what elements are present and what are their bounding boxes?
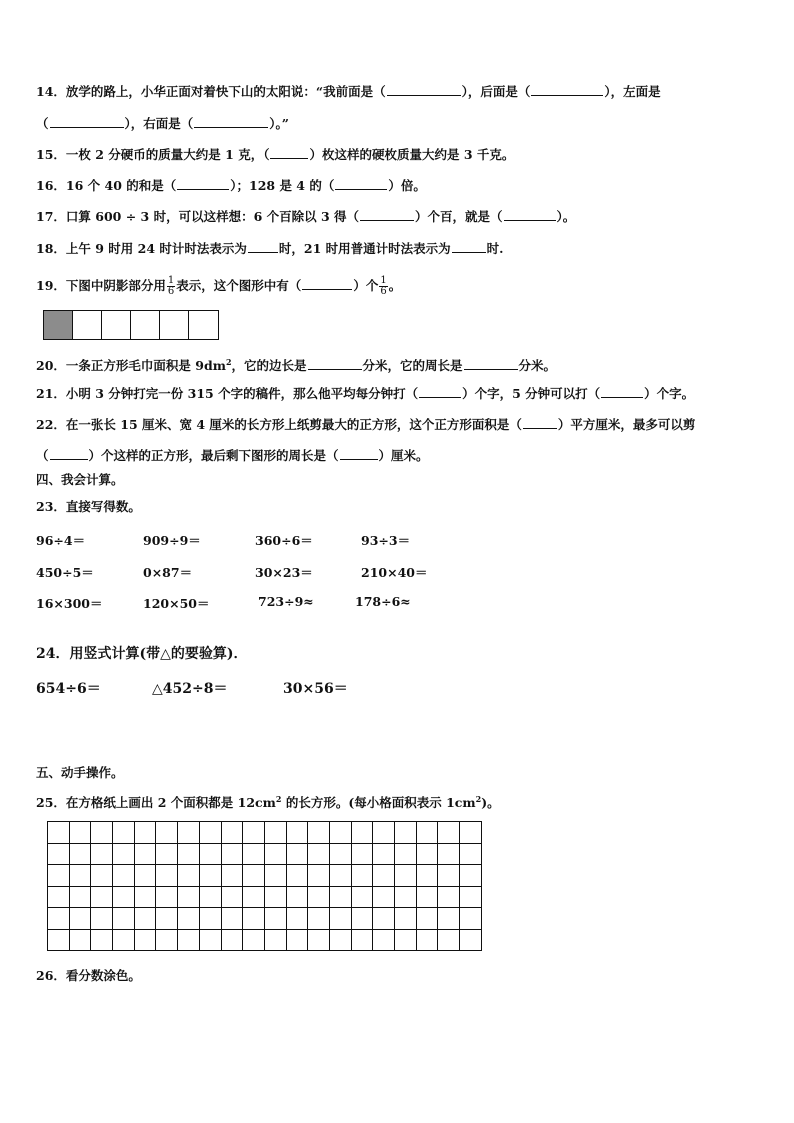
grid-cell[interactable] (113, 908, 135, 930)
grid-cell[interactable] (351, 908, 373, 930)
grid-cell[interactable] (438, 886, 460, 908)
grid-cell[interactable] (329, 908, 351, 930)
answer-blank[interactable] (340, 447, 378, 460)
question-text: 一枚 2 分硬币的质量大约是 1 克，（ (65, 147, 270, 162)
answer-blank[interactable] (464, 357, 518, 370)
grid-cell[interactable] (416, 865, 438, 887)
question-text: ）个百，就是（ (415, 209, 503, 224)
grid-cell[interactable] (156, 865, 178, 887)
question-text: 分米，它的周长是 (362, 358, 463, 374)
grid-row (48, 865, 482, 887)
grid-cell[interactable] (438, 908, 460, 930)
grid-cell[interactable] (221, 865, 243, 887)
calc-item: 909÷9＝ (143, 533, 201, 548)
question-text: （ (36, 116, 49, 131)
calc-item: 360÷6＝ (255, 533, 313, 548)
question-text: 时. (486, 241, 504, 256)
calc-item: 0×87＝ (143, 565, 193, 580)
question-text: 用竖式计算(带△的要验算)． (69, 646, 248, 662)
calc-item: 96÷4＝ (36, 533, 86, 548)
calc-item: 723÷9≈ (258, 594, 314, 609)
grid-cell[interactable] (460, 908, 482, 930)
question-text: ）个字，5 分钟可以打（ (462, 386, 601, 401)
grid-cell[interactable] (416, 929, 438, 951)
grid-row (48, 929, 482, 951)
strip-cell (189, 311, 218, 339)
question-text: ）个这样的正方形，最后剩下图形的周长是（ (88, 448, 339, 463)
answer-blank[interactable] (270, 146, 308, 159)
grid-cell[interactable] (48, 843, 70, 865)
grid-cell[interactable] (243, 929, 265, 951)
grid-cell[interactable] (178, 865, 200, 887)
grid-cell[interactable] (199, 929, 221, 951)
grid-cell[interactable] (308, 908, 330, 930)
grid-cell[interactable] (243, 843, 265, 865)
grid-cell[interactable] (460, 929, 482, 951)
grid-cell[interactable] (221, 908, 243, 930)
grid-cell[interactable] (69, 886, 91, 908)
grid-cell[interactable] (91, 929, 113, 951)
answer-blank[interactable] (531, 83, 603, 96)
grid-cell[interactable] (264, 886, 286, 908)
grid-row (48, 843, 482, 865)
grid-cell[interactable] (91, 843, 113, 865)
question-15 (36, 146, 514, 163)
grid-cell[interactable] (264, 929, 286, 951)
grid-cell[interactable] (69, 908, 91, 930)
grid-cell[interactable] (264, 908, 286, 930)
question-text: 一条正方形毛巾面积是 9dm (65, 358, 226, 374)
section-heading-4: 四、我会计算。 (36, 472, 124, 487)
question-text: ）平方厘米，最多可以剪 (557, 417, 696, 432)
grid-cell[interactable] (286, 843, 308, 865)
strip-cell-shaded (44, 311, 73, 339)
grid-cell[interactable] (134, 929, 156, 951)
grid-cell[interactable] (134, 865, 156, 887)
question-text: 小明 3 分钟打完一份 315 个字的稿件，那么他平均每分钟打（ (65, 386, 419, 401)
answer-blank[interactable] (308, 357, 362, 370)
question-22-line-1 (36, 416, 695, 433)
grid-cell[interactable] (178, 908, 200, 930)
question-number: 19． (36, 278, 66, 293)
question-text: 看分数涂色。 (65, 968, 141, 983)
grid-cell[interactable] (395, 886, 417, 908)
question-14-line-1 (36, 83, 661, 100)
answer-blank[interactable] (419, 385, 461, 398)
grid-cell[interactable] (113, 886, 135, 908)
question-22-line-2 (36, 447, 429, 464)
answer-blank[interactable] (248, 240, 278, 253)
answer-blank[interactable] (194, 115, 268, 128)
grid-cell[interactable] (373, 886, 395, 908)
question-text: ，它的边长是 (231, 358, 307, 374)
grid-cell[interactable] (243, 908, 265, 930)
question-text: ）；128 是 4 的（ (230, 178, 335, 193)
grid-cell[interactable] (156, 886, 178, 908)
question-text: 在一张长 15 厘米、宽 4 厘米的长方形上纸剪最大的正方形，这个正方形面积是（ (65, 417, 522, 432)
question-number: 22． (36, 417, 66, 432)
question-17 (36, 208, 575, 225)
fraction-one-sixth: $\frac{1}{6}$ (380, 275, 387, 297)
grid-cell[interactable] (69, 865, 91, 887)
grid-cell[interactable] (113, 843, 135, 865)
question-number: 14． (36, 84, 66, 99)
question-text: ）。 (556, 209, 576, 224)
grid-cell[interactable] (134, 908, 156, 930)
question-number: 25． (36, 795, 66, 811)
grid-cell[interactable] (286, 908, 308, 930)
grid-cell[interactable] (395, 929, 417, 951)
question-text: （ (36, 448, 49, 463)
grid-cell[interactable] (264, 822, 286, 844)
grid-cell[interactable] (199, 908, 221, 930)
grid-cell[interactable] (48, 865, 70, 887)
grid-cell[interactable] (48, 908, 70, 930)
grid-cell[interactable] (460, 865, 482, 887)
question-text: ），右面是（ (124, 116, 194, 131)
question-26 (36, 968, 141, 984)
fraction-one-sixth: $\frac{1}{6}$ (167, 275, 175, 297)
grid-cell[interactable] (199, 865, 221, 887)
question-number: 24． (36, 646, 70, 662)
answer-blank[interactable] (601, 385, 643, 398)
strip-cell (102, 311, 131, 339)
grid-cell[interactable] (221, 843, 243, 865)
grid-cell[interactable] (329, 929, 351, 951)
answer-blank[interactable] (335, 177, 387, 190)
question-text: ）。” (269, 116, 289, 131)
grid-cell[interactable] (395, 822, 417, 844)
answer-blank[interactable] (452, 240, 486, 253)
calc-item: 178÷6≈ (355, 594, 411, 609)
grid-cell[interactable] (329, 843, 351, 865)
grid-cell[interactable] (156, 843, 178, 865)
grid-cell[interactable] (48, 822, 70, 844)
grid-cell[interactable] (178, 843, 200, 865)
grid-cell[interactable] (373, 929, 395, 951)
square-grid-paper[interactable] (47, 821, 482, 951)
question-19 (36, 276, 401, 297)
grid-cell[interactable] (416, 822, 438, 844)
superscript: 2 (225, 357, 232, 367)
grid-cell[interactable] (178, 822, 200, 844)
superscript: 2 (275, 794, 282, 804)
grid-cell[interactable] (156, 908, 178, 930)
grid-cell[interactable] (199, 843, 221, 865)
grid-cell[interactable] (221, 929, 243, 951)
calc-item: 93÷3＝ (361, 533, 411, 548)
grid-cell[interactable] (329, 886, 351, 908)
question-number: 26． (36, 968, 66, 983)
vertical-calc-item: 654÷6＝ (36, 681, 101, 697)
answer-blank[interactable] (177, 177, 229, 190)
question-text: ）个字。 (644, 386, 695, 401)
grid-row (48, 886, 482, 908)
grid-cell[interactable] (69, 822, 91, 844)
vertical-calc-item: △452÷8＝ (152, 681, 228, 697)
grid-cell[interactable] (438, 865, 460, 887)
grid-cell[interactable] (308, 929, 330, 951)
question-23-title (36, 499, 141, 515)
grid-cell[interactable] (91, 908, 113, 930)
strip-cell (131, 311, 160, 339)
strip-cell (160, 311, 189, 339)
question-14-line-2 (36, 115, 289, 132)
grid-cell[interactable] (134, 843, 156, 865)
grid-cell[interactable] (286, 929, 308, 951)
grid-cell[interactable] (460, 886, 482, 908)
grid-cell[interactable] (156, 929, 178, 951)
grid-cell[interactable] (460, 843, 482, 865)
grid-cell[interactable] (351, 886, 373, 908)
question-18 (36, 240, 504, 257)
vertical-calc-item: 30×56＝ (283, 681, 348, 697)
grid-cell[interactable] (416, 908, 438, 930)
question-text: ）枚这样的硬枚质量大约是 3 千克。 (309, 147, 515, 162)
grid-cell[interactable] (48, 929, 70, 951)
question-text: 16 个 40 的和是（ (65, 178, 177, 193)
answer-blank[interactable] (360, 208, 414, 221)
answer-blank[interactable] (50, 115, 124, 128)
question-number: 21． (36, 386, 66, 401)
question-number: 17． (36, 209, 66, 224)
grid-cell[interactable] (308, 886, 330, 908)
grid-cell[interactable] (221, 822, 243, 844)
question-text: ）厘米。 (378, 448, 429, 463)
grid-cell[interactable] (286, 865, 308, 887)
grid-cell[interactable] (91, 822, 113, 844)
section-heading-5: 五、动手操作。 (36, 765, 124, 780)
question-number: 20． (36, 358, 66, 374)
question-text: 的长方形。(每小格面积表示 1cm (281, 795, 476, 811)
grid-cell[interactable] (438, 929, 460, 951)
grid-cell[interactable] (286, 886, 308, 908)
question-21 (36, 385, 694, 402)
answer-blank[interactable] (302, 277, 352, 290)
question-text: )。 (481, 795, 500, 811)
grid-cell[interactable] (308, 843, 330, 865)
calc-item: 16×300＝ (36, 596, 103, 611)
grid-cell[interactable] (264, 865, 286, 887)
question-number: 23． (36, 499, 66, 514)
question-25 (36, 791, 500, 811)
grid-cell[interactable] (113, 929, 135, 951)
grid-cell[interactable] (373, 822, 395, 844)
calc-item: 30×23＝ (255, 565, 313, 580)
grid-cell[interactable] (329, 822, 351, 844)
grid-cell[interactable] (113, 865, 135, 887)
answer-blank[interactable] (50, 447, 88, 460)
question-text: 时，21 时用普通计时法表示为 (278, 241, 451, 256)
grid-cell[interactable] (264, 843, 286, 865)
question-text: 分米。 (518, 358, 557, 374)
question-20 (36, 354, 556, 374)
question-text: 表示，这个图形中有（ (176, 278, 302, 293)
grid-cell[interactable] (243, 886, 265, 908)
answer-blank[interactable] (504, 208, 556, 221)
question-text: ）倍。 (388, 178, 426, 193)
grid-cell[interactable] (221, 886, 243, 908)
fraction-strip (43, 310, 219, 340)
grid-cell[interactable] (351, 929, 373, 951)
grid-cell[interactable] (395, 843, 417, 865)
answer-blank[interactable] (387, 83, 461, 96)
grid-cell[interactable] (395, 908, 417, 930)
question-text: 放学的路上，小华正面对着快下山的太阳说：“我前面是（ (65, 84, 386, 99)
grid-cell[interactable] (48, 886, 70, 908)
question-text: ），左面是 (604, 84, 661, 99)
grid-cell[interactable] (373, 843, 395, 865)
grid-cell[interactable] (91, 886, 113, 908)
grid-cell[interactable] (351, 843, 373, 865)
question-16 (36, 177, 426, 194)
question-text: ），后面是（ (461, 84, 531, 99)
grid-cell[interactable] (134, 886, 156, 908)
grid-cell[interactable] (329, 865, 351, 887)
question-number: 18． (36, 241, 66, 256)
grid-cell[interactable] (416, 843, 438, 865)
question-number: 16． (36, 178, 66, 193)
grid-cell[interactable] (69, 929, 91, 951)
question-text: 直接写得数。 (65, 499, 141, 514)
superscript: 2 (475, 794, 482, 804)
question-text: 上午 9 时用 24 时计时法表示为 (65, 241, 247, 256)
grid-cell[interactable] (373, 908, 395, 930)
grid-cell[interactable] (416, 886, 438, 908)
grid-cell[interactable] (308, 822, 330, 844)
grid-cell[interactable] (178, 929, 200, 951)
grid-cell[interactable] (438, 822, 460, 844)
grid-cell[interactable] (199, 822, 221, 844)
grid-row (48, 822, 482, 844)
grid-cell[interactable] (438, 843, 460, 865)
grid-cell[interactable] (351, 822, 373, 844)
strip-cell (73, 311, 102, 339)
calc-item: 450÷5＝ (36, 565, 94, 580)
grid-cell[interactable] (351, 865, 373, 887)
grid-cell[interactable] (286, 822, 308, 844)
question-text: 口算 600 ÷ 3 时，可以这样想：6 个百除以 3 得（ (65, 209, 360, 224)
question-text: 在方格纸上画出 2 个面积都是 12cm (65, 795, 276, 811)
question-text: 下图中阴影部分用 (65, 278, 166, 293)
grid-cell[interactable] (113, 822, 135, 844)
grid-cell[interactable] (460, 822, 482, 844)
grid-cell[interactable] (69, 843, 91, 865)
grid-cell[interactable] (308, 865, 330, 887)
calc-item: 120×50＝ (143, 596, 210, 611)
grid-cell[interactable] (156, 822, 178, 844)
question-text: ）个 (353, 278, 379, 293)
grid-cell[interactable] (178, 886, 200, 908)
grid-cell[interactable] (243, 865, 265, 887)
question-number: 15． (36, 147, 66, 162)
grid-cell[interactable] (134, 822, 156, 844)
answer-blank[interactable] (523, 416, 557, 429)
question-24-title (36, 646, 248, 662)
grid-cell[interactable] (395, 865, 417, 887)
grid-row (48, 908, 482, 930)
question-text: 。 (388, 278, 402, 293)
grid-cell[interactable] (91, 865, 113, 887)
grid-cell[interactable] (199, 886, 221, 908)
grid-cell[interactable] (373, 865, 395, 887)
calc-item: 210×40＝ (361, 565, 428, 580)
grid-cell[interactable] (243, 822, 265, 844)
